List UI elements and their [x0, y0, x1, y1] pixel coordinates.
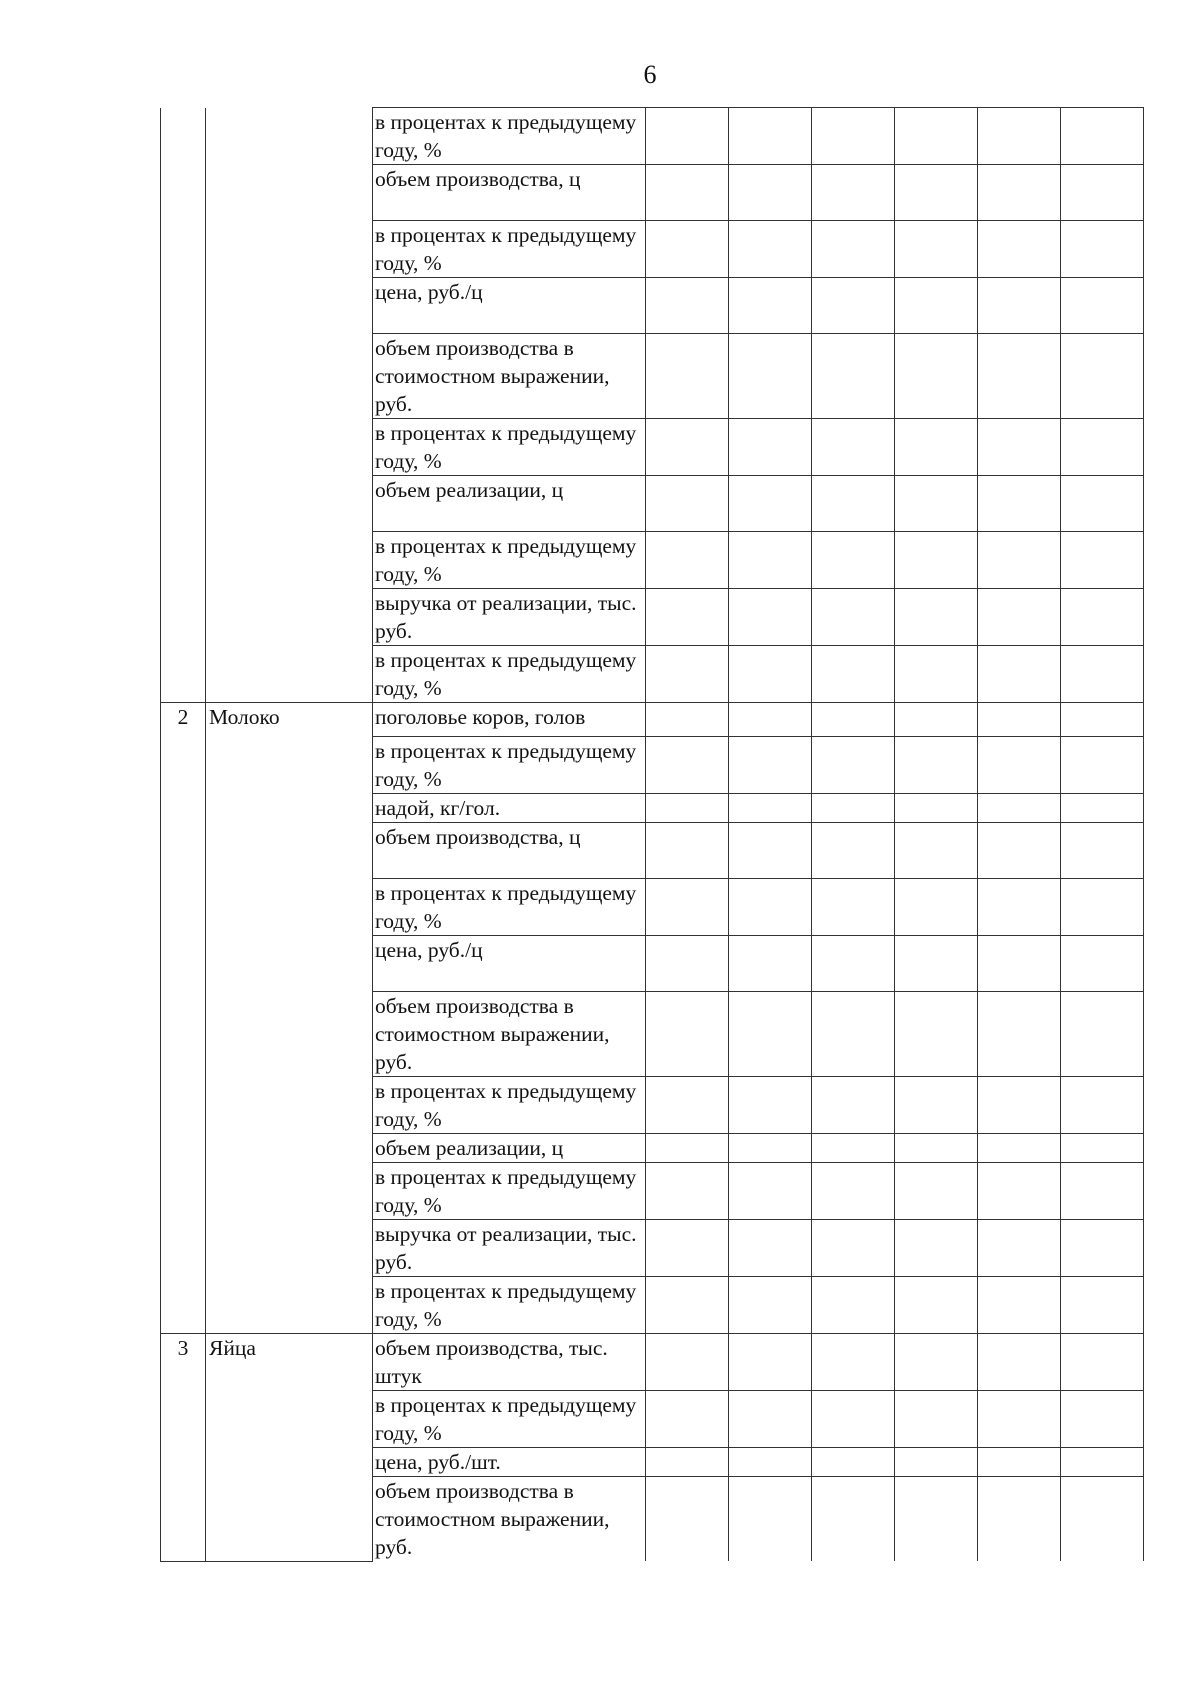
value-cell: [978, 108, 1061, 165]
value-cell: [812, 1163, 895, 1220]
value-cell: [1061, 1134, 1144, 1163]
value-cell: [646, 1391, 729, 1448]
value-cell: [1061, 589, 1144, 646]
value-cell: [978, 334, 1061, 419]
value-cell: [895, 737, 978, 794]
value-cell: [729, 165, 812, 221]
value-cell: [978, 936, 1061, 992]
value-cell: [729, 1220, 812, 1277]
value-cell: [978, 589, 1061, 646]
value-cell: [812, 879, 895, 936]
value-cell: [978, 1477, 1061, 1562]
value-cell: [646, 1448, 729, 1477]
indicator-label: выручка от реализации, тыс. руб.: [373, 1220, 646, 1277]
value-cell: [812, 334, 895, 419]
value-cell: [729, 646, 812, 703]
value-cell: [978, 1220, 1061, 1277]
value-cell: [729, 794, 812, 823]
value-cell: [729, 278, 812, 334]
value-cell: [1061, 1391, 1144, 1448]
value-cell: [1061, 419, 1144, 476]
value-cell: [895, 1391, 978, 1448]
indicator-label: объем реализации, ц: [373, 1134, 646, 1163]
item-number-cell: 2: [161, 703, 206, 1334]
value-cell: [646, 992, 729, 1077]
value-cell: [895, 589, 978, 646]
value-cell: [729, 1391, 812, 1448]
indicator-label: объем производства, тыс. штук: [373, 1334, 646, 1391]
value-cell: [895, 794, 978, 823]
value-cell: [1061, 165, 1144, 221]
value-cell: [729, 1277, 812, 1334]
value-cell: [812, 1220, 895, 1277]
value-cell: [978, 278, 1061, 334]
value-cell: [729, 703, 812, 737]
value-cell: [1061, 794, 1144, 823]
indicator-label: в процентах к предыдущему году, %: [373, 1277, 646, 1334]
value-cell: [895, 1134, 978, 1163]
value-cell: [729, 1163, 812, 1220]
value-cell: [978, 419, 1061, 476]
product-name-cell: Молоко: [206, 703, 373, 1334]
value-cell: [978, 165, 1061, 221]
value-cell: [1061, 992, 1144, 1077]
indicator-label: цена, руб./ц: [373, 936, 646, 992]
value-cell: [978, 1163, 1061, 1220]
value-cell: [1061, 1477, 1144, 1562]
value-cell: [646, 823, 729, 879]
value-cell: [729, 1477, 812, 1562]
value-cell: [978, 703, 1061, 737]
value-cell: [895, 703, 978, 737]
value-cell: [978, 476, 1061, 532]
value-cell: [1061, 1220, 1144, 1277]
value-cell: [812, 476, 895, 532]
value-cell: [812, 936, 895, 992]
value-cell: [812, 992, 895, 1077]
table-body: [161, 108, 1144, 1562]
value-cell: [812, 589, 895, 646]
value-cell: [646, 165, 729, 221]
value-cell: [978, 992, 1061, 1077]
product-name-cell: [206, 108, 373, 703]
table-row: [161, 703, 1144, 737]
value-cell: [729, 108, 812, 165]
value-cell: [978, 823, 1061, 879]
indicator-label: объем реализации, ц: [373, 476, 646, 532]
value-cell: [812, 165, 895, 221]
value-cell: [1061, 334, 1144, 419]
value-cell: [646, 703, 729, 737]
indicator-label: надой, кг/гол.: [373, 794, 646, 823]
value-cell: [895, 646, 978, 703]
value-cell: [895, 1077, 978, 1134]
value-cell: [646, 589, 729, 646]
value-cell: [1061, 646, 1144, 703]
value-cell: [1061, 1448, 1144, 1477]
value-cell: [729, 823, 812, 879]
value-cell: [1061, 532, 1144, 589]
indicator-label: объем производства, ц: [373, 165, 646, 221]
value-cell: [978, 532, 1061, 589]
value-cell: [978, 1391, 1061, 1448]
value-cell: [895, 165, 978, 221]
value-cell: [646, 794, 729, 823]
indicator-label: выручка от реализации, тыс. руб.: [373, 589, 646, 646]
value-cell: [1061, 108, 1144, 165]
indicator-label: объем производства в стоимостном выражении, руб.: [373, 334, 646, 419]
indicator-label: в процентах к предыдущему году, %: [373, 646, 646, 703]
value-cell: [646, 1163, 729, 1220]
indicator-label: поголовье коров, голов: [373, 703, 646, 737]
value-cell: [895, 1477, 978, 1562]
value-cell: [812, 1391, 895, 1448]
value-cell: [729, 1448, 812, 1477]
value-cell: [1061, 476, 1144, 532]
value-cell: [729, 532, 812, 589]
value-cell: [812, 823, 895, 879]
value-cell: [729, 476, 812, 532]
indicator-label: объем производства, ц: [373, 823, 646, 879]
value-cell: [978, 221, 1061, 278]
value-cell: [812, 108, 895, 165]
value-cell: [812, 1277, 895, 1334]
value-cell: [812, 532, 895, 589]
page-number: 6: [643, 60, 657, 89]
value-cell: [646, 879, 729, 936]
value-cell: [646, 1134, 729, 1163]
value-cell: [1061, 1163, 1144, 1220]
indicator-label: цена, руб./ц: [373, 278, 646, 334]
indicator-label: в процентах к предыдущему году, %: [373, 1163, 646, 1220]
indicators-table: [160, 107, 1144, 1562]
item-number-cell: 3: [161, 1334, 206, 1562]
value-cell: [895, 278, 978, 334]
value-cell: [1061, 221, 1144, 278]
value-cell: [812, 1448, 895, 1477]
value-cell: [729, 1134, 812, 1163]
value-cell: [895, 476, 978, 532]
indicator-label: в процентах к предыдущему году, %: [373, 221, 646, 278]
value-cell: [812, 278, 895, 334]
value-cell: [646, 1220, 729, 1277]
value-cell: [646, 476, 729, 532]
value-cell: [729, 419, 812, 476]
value-cell: [646, 221, 729, 278]
value-cell: [812, 703, 895, 737]
value-cell: [646, 646, 729, 703]
value-cell: [729, 334, 812, 419]
indicator-label: в процентах к предыдущему году, %: [373, 419, 646, 476]
value-cell: [895, 1277, 978, 1334]
indicator-label: в процентах к предыдущему году, %: [373, 879, 646, 936]
value-cell: [812, 1334, 895, 1391]
value-cell: [978, 1334, 1061, 1391]
table-row: [161, 1334, 1144, 1391]
value-cell: [1061, 879, 1144, 936]
value-cell: [1061, 737, 1144, 794]
value-cell: [812, 1134, 895, 1163]
table-row: [161, 108, 1144, 165]
value-cell: [646, 108, 729, 165]
value-cell: [812, 737, 895, 794]
value-cell: [646, 1077, 729, 1134]
value-cell: [895, 992, 978, 1077]
indicator-label: в процентах к предыдущему году, %: [373, 108, 646, 165]
value-cell: [895, 1163, 978, 1220]
value-cell: [1061, 278, 1144, 334]
value-cell: [812, 646, 895, 703]
value-cell: [978, 1134, 1061, 1163]
value-cell: [729, 992, 812, 1077]
value-cell: [895, 1220, 978, 1277]
value-cell: [1061, 823, 1144, 879]
value-cell: [1061, 703, 1144, 737]
value-cell: [646, 1277, 729, 1334]
value-cell: [895, 1448, 978, 1477]
value-cell: [729, 221, 812, 278]
value-cell: [895, 823, 978, 879]
value-cell: [646, 278, 729, 334]
value-cell: [895, 334, 978, 419]
value-cell: [895, 532, 978, 589]
item-number-cell: [161, 108, 206, 703]
value-cell: [729, 879, 812, 936]
value-cell: [895, 1334, 978, 1391]
value-cell: [729, 737, 812, 794]
value-cell: [812, 1077, 895, 1134]
indicator-label: в процентах к предыдущему году, %: [373, 1391, 646, 1448]
indicator-label: в процентах к предыдущему году, %: [373, 737, 646, 794]
value-cell: [978, 1448, 1061, 1477]
value-cell: [729, 589, 812, 646]
indicator-label: объем производства в стоимостном выражении, руб.: [373, 992, 646, 1077]
value-cell: [895, 108, 978, 165]
value-cell: [646, 419, 729, 476]
value-cell: [895, 419, 978, 476]
value-cell: [812, 419, 895, 476]
value-cell: [1061, 1334, 1144, 1391]
value-cell: [646, 334, 729, 419]
value-cell: [646, 737, 729, 794]
value-cell: [895, 936, 978, 992]
value-cell: [646, 1477, 729, 1562]
indicator-label: объем производства в стоимостном выражении, руб.: [373, 1477, 646, 1562]
value-cell: [646, 532, 729, 589]
value-cell: [978, 737, 1061, 794]
value-cell: [978, 1077, 1061, 1134]
value-cell: [812, 1477, 895, 1562]
value-cell: [1061, 1277, 1144, 1334]
indicator-label: в процентах к предыдущему году, %: [373, 1077, 646, 1134]
value-cell: [812, 794, 895, 823]
value-cell: [729, 936, 812, 992]
indicator-label: цена, руб./шт.: [373, 1448, 646, 1477]
value-cell: [1061, 1077, 1144, 1134]
value-cell: [646, 936, 729, 992]
value-cell: [729, 1077, 812, 1134]
value-cell: [978, 646, 1061, 703]
value-cell: [895, 221, 978, 278]
product-name-cell: Яйца: [206, 1334, 373, 1562]
value-cell: [978, 794, 1061, 823]
value-cell: [646, 1334, 729, 1391]
value-cell: [895, 879, 978, 936]
value-cell: [978, 1277, 1061, 1334]
value-cell: [978, 879, 1061, 936]
indicator-label: в процентах к предыдущему году, %: [373, 532, 646, 589]
value-cell: [1061, 936, 1144, 992]
value-cell: [729, 1334, 812, 1391]
value-cell: [812, 221, 895, 278]
